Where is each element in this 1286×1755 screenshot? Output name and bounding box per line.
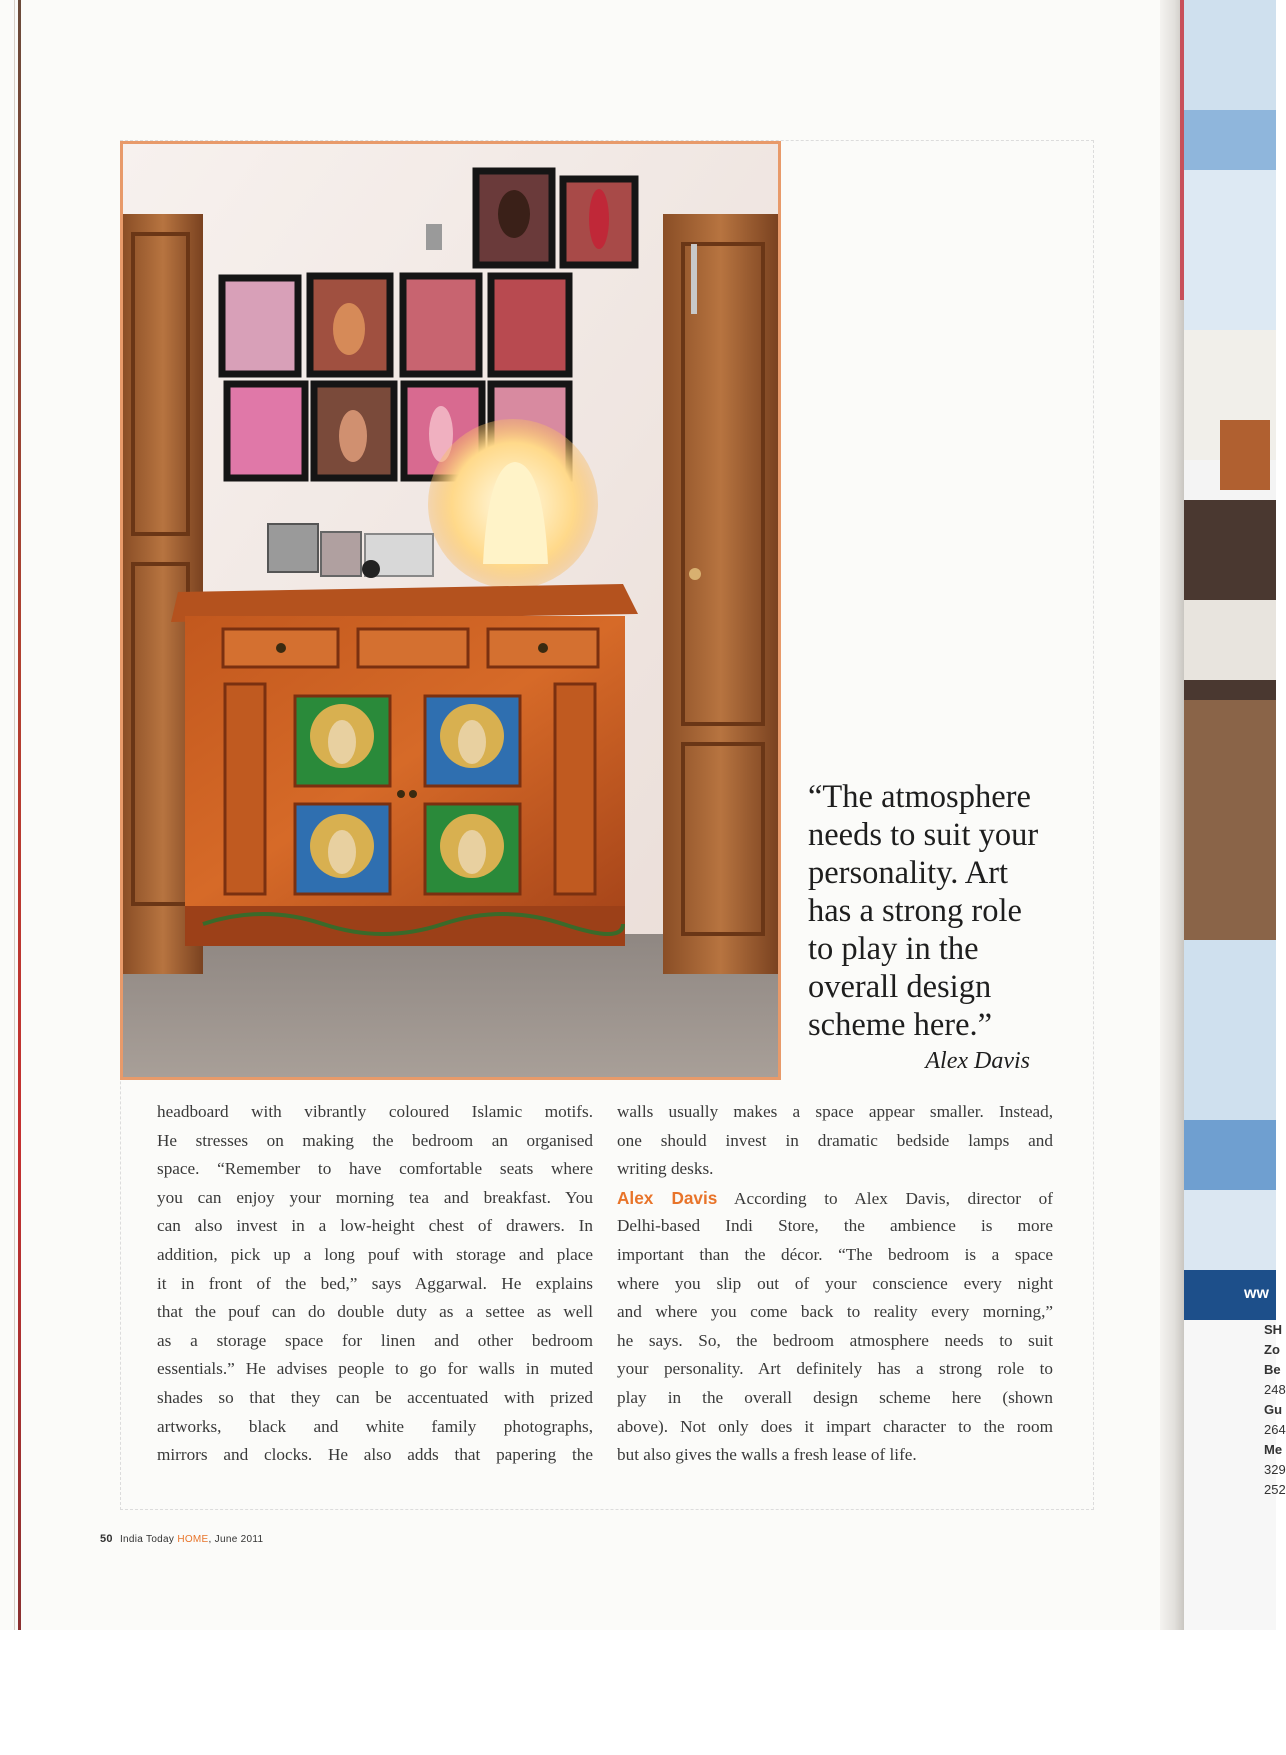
- body-line: mirrors and clocks. He also adds that papering the: [157, 1445, 593, 1465]
- body-line-text: According to Alex Davis, director of: [717, 1188, 1053, 1208]
- next-page-fragment: 252: [1264, 1482, 1286, 1497]
- body-line: Delhi-based Indi Store, the ambience is more: [617, 1216, 1053, 1236]
- next-page-fragment: Zo: [1264, 1342, 1280, 1357]
- body-column-left: [157, 1098, 593, 1470]
- body-line: artworks, black and white family photographs,: [157, 1416, 593, 1436]
- body-line: headboard with vibrantly coloured Islamic motifs.: [157, 1102, 593, 1121]
- page-edge-rule: [18, 0, 21, 1630]
- body-line: he says. So, the bedroom atmosphere needs to suit: [617, 1330, 1053, 1350]
- magazine-section: HOME: [177, 1534, 209, 1545]
- section-lead-name: Alex Davis: [617, 1187, 718, 1208]
- body-line: walls usually makes a space appear smaller. Instead,: [617, 1102, 1053, 1121]
- body-line: where you slip out of your conscience every night: [617, 1273, 1053, 1293]
- body-line: and where you come back to reality every morning,”: [617, 1302, 1053, 1322]
- body-line: space. “Remember to have comfortable seats where: [157, 1159, 593, 1179]
- body-line: He stresses on making the bedroom an organised: [157, 1130, 593, 1150]
- next-page-fragment: Me: [1264, 1442, 1283, 1457]
- pull-quote-line: “The atmosphere: [808, 779, 1031, 815]
- body-line: you can enjoy your morning tea and breakfast. You: [157, 1187, 593, 1207]
- pull-quote-line: has a strong role: [808, 893, 1022, 929]
- magazine-name: India Today: [119, 1534, 175, 1545]
- next-page-fragment: ww: [1244, 1285, 1269, 1302]
- pull-quote-line: needs to suit your: [808, 817, 1039, 853]
- body-line: one should invest in dramatic bedside lamps and: [617, 1130, 1053, 1150]
- body-line: essentials.” He advises people to go for walls in muted: [157, 1359, 593, 1379]
- page-folio: [100, 1533, 263, 1545]
- body-line: your personality. Art definitely has a strong role to: [617, 1359, 1053, 1379]
- body-line: that the pouf can do double duty as a settee as well: [157, 1302, 593, 1322]
- body-line: but also gives the walls a fresh lease of life.: [617, 1445, 917, 1465]
- body-line: writing desks.: [617, 1159, 714, 1179]
- next-page-fragment: 329: [1264, 1462, 1286, 1477]
- body-line: important than the décor. “The bedroom is a space: [617, 1244, 1053, 1264]
- pull-quote-line: personality. Art: [808, 855, 1009, 891]
- next-page-fragment: Gu: [1264, 1402, 1283, 1417]
- magazine-issue: , June 2011: [208, 1534, 264, 1545]
- pull-quote-line: scheme here.”: [808, 1007, 993, 1043]
- gutter-accent: [1180, 0, 1184, 300]
- page-number: 50: [100, 1533, 113, 1545]
- pull-quote-line: overall design: [808, 969, 992, 1005]
- cabinet-photo: [120, 141, 781, 1080]
- body-column-right: [617, 1098, 1053, 1470]
- next-page-fragment: 264: [1264, 1422, 1286, 1437]
- body-line: it in front of the bed,” says Aggarwal. He explains: [157, 1273, 593, 1293]
- body-line-lead: [617, 1184, 1053, 1213]
- body-line: shades so that they can be accentuated with prized: [157, 1387, 593, 1407]
- next-page-strip: [1184, 0, 1286, 1630]
- next-page-fragment: SH: [1264, 1322, 1283, 1337]
- next-page-fragment: Be: [1264, 1362, 1281, 1377]
- body-line: as a storage space for linen and other bedroom: [157, 1330, 593, 1350]
- next-page-fragment: 248: [1264, 1382, 1286, 1397]
- pull-quote: [808, 778, 1068, 1044]
- page-bottom-margin: [0, 1630, 1276, 1755]
- page-edge-line: [14, 0, 15, 1630]
- body-line: addition, pick up a long pouf with storage and place: [157, 1244, 593, 1264]
- body-line: above). Not only does it impart character to the room: [617, 1416, 1053, 1436]
- pull-quote-line: to play in the: [808, 931, 979, 967]
- body-line: can also invest in a low-height chest of drawers. In: [157, 1216, 593, 1236]
- pull-quote-author: Alex Davis: [925, 1048, 1030, 1074]
- body-line: play in the overall design scheme here (shown: [617, 1387, 1053, 1407]
